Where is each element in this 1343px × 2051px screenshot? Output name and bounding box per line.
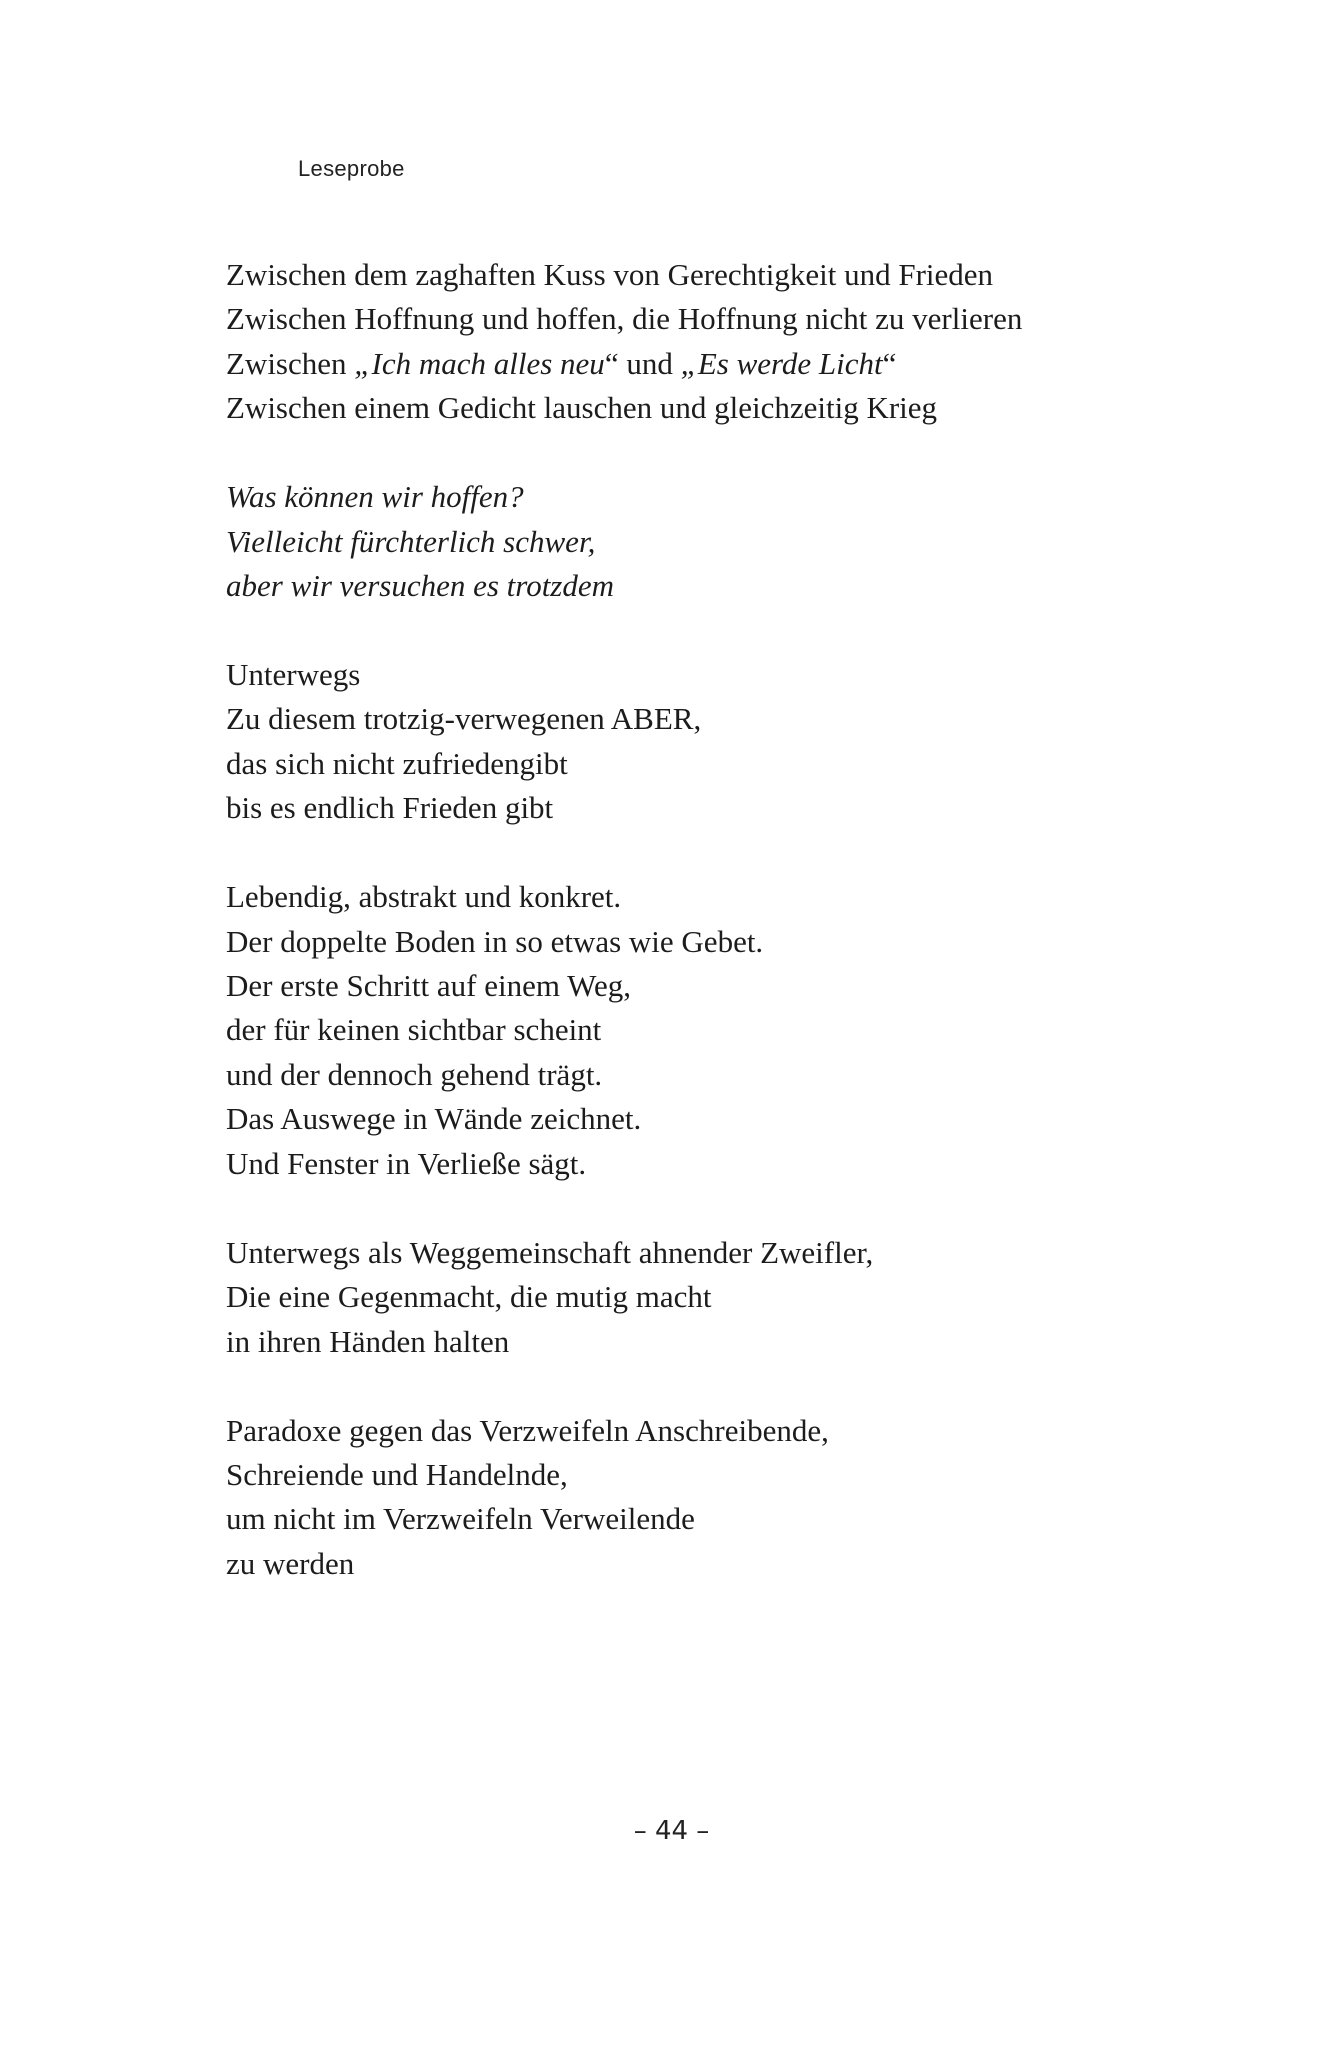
poem-line: bis es endlich Frieden gibt	[226, 790, 554, 826]
poem-line: Der erste Schritt auf einem Weg,	[226, 968, 631, 1004]
stanza-4	[226, 875, 1226, 1186]
poem-line: Unterwegs als Weggemeinschaft ahnender Zweifler,	[226, 1234, 874, 1270]
poem-line: und der dennoch gehend trägt.	[226, 1056, 603, 1092]
poem-line: Lebendig, abstrakt und konkret.	[226, 879, 622, 915]
poem-line: Vielleicht fürchterlich schwer,	[226, 523, 596, 559]
stanza-6	[226, 1409, 1226, 1587]
poem-line: Zwischen dem zaghaften Kuss von Gerechtigkeit und Frieden	[226, 257, 994, 292]
poem-line: um nicht im Verzweifeln Verweilende	[226, 1501, 695, 1537]
poem-line: der für keinen sichtbar scheint	[226, 1012, 602, 1048]
running-header: Leseprobe	[298, 156, 405, 181]
line-middle: “ und	[604, 345, 681, 381]
stanza-1	[226, 253, 1226, 431]
poem-line: Das Auswege in Wände zeichnet.	[226, 1101, 642, 1137]
poem-line: Zu diesem trotzig-verwegenen ABER,	[226, 701, 702, 737]
poem-line: Schreiende und Handelnde,	[226, 1456, 568, 1492]
page-number: – 44 –	[633, 1816, 710, 1846]
poem-line: zu werden	[226, 1545, 355, 1581]
poem-line: Zwischen einem Gedicht lauschen und gleichzeitig Krieg	[226, 390, 938, 426]
poem-line: Zwischen Hoffnung und hoffen, die Hoffnung nicht zu verlieren	[226, 301, 1023, 337]
line-suffix: “	[882, 345, 897, 381]
poem-line: Und Fenster in Verließe sägt.	[226, 1145, 587, 1181]
poem-line: Die eine Gegenmacht, die mutig macht	[226, 1279, 712, 1315]
line-prefix: Zwischen	[226, 345, 355, 381]
poem-line: Unterwegs	[226, 657, 361, 693]
poem-line-with-quotes	[226, 342, 1226, 386]
quote-es-werde-licht: „Es werde Licht	[680, 345, 883, 381]
stanza-5	[226, 1231, 1226, 1364]
poem-line: Was können wir hoffen?	[226, 479, 524, 515]
quote-ich-mach-alles-neu: „Ich mach alles neu	[354, 345, 605, 381]
poem-body	[226, 253, 1226, 1631]
stanza-3	[226, 653, 1226, 831]
poem-line: Paradoxe gegen das Verzweifeln Anschreibende,	[226, 1412, 829, 1448]
poem-line: das sich nicht zufriedengibt	[226, 745, 568, 781]
poem-line: in ihren Händen halten	[226, 1323, 510, 1359]
poem-line: Der doppelte Boden in so etwas wie Gebet.	[226, 923, 764, 959]
stanza-2-italic	[226, 475, 1226, 608]
poem-line: aber wir versuchen es trotzdem	[226, 568, 615, 604]
